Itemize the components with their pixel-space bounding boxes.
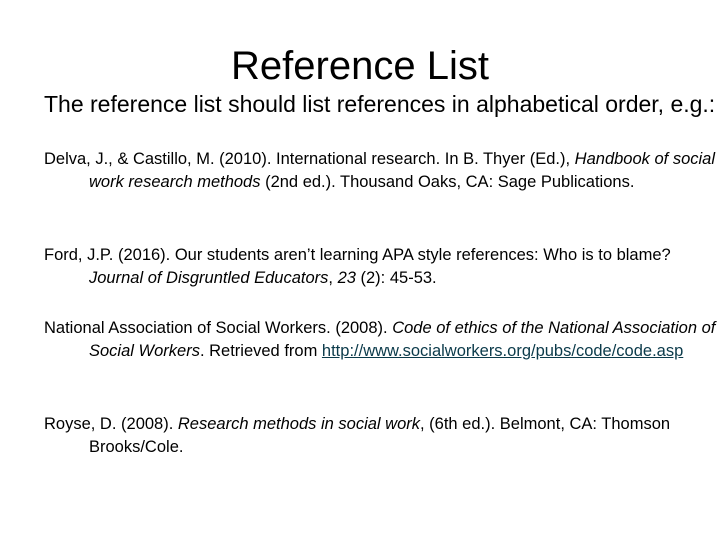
reference-text: , (6th ed.). Belmont, CA: Thomson Brooks/Cole. (89, 415, 671, 456)
reference-book-title: Handbook of social work research methods (89, 150, 716, 191)
reference-journal-title: Journal of Disgruntled Educators (89, 269, 329, 287)
reference-entry (44, 317, 720, 363)
reference-entry (44, 413, 720, 459)
reference-text: National Association of Social Workers. (2008). (44, 319, 393, 337)
reference-text: Delva, J., & Castillo, M. (2010). International research. In B. Thyer (Ed.), (44, 150, 575, 168)
reference-volume: 23 (337, 269, 356, 287)
reference-entry (44, 244, 720, 290)
intro-text: The reference list should list references in alphabetical order, e.g.: (44, 91, 716, 117)
reference-text: Royse, D. (2008). (44, 415, 178, 433)
reference-text: . Retrieved from (199, 342, 322, 360)
reference-text: Ford, J.P. (2016). Our students aren’t learning APA style references: Who is to blame? (44, 246, 671, 264)
reference-url-link[interactable]: http://www.socialworkers.org/pubs/code/code.asp (321, 342, 684, 360)
reference-text: (2nd ed.). Thousand Oaks, CA: Sage Publications. (260, 173, 635, 191)
reference-book-title: Research methods in social work (177, 415, 420, 433)
reference-document-title: Code of ethics of the National Association of Social Workers (89, 319, 716, 360)
reference-entry (44, 148, 720, 194)
reference-text: , (328, 269, 338, 287)
reference-text: (2): 45-53. (355, 269, 437, 287)
slide-title: Reference List (231, 44, 489, 88)
